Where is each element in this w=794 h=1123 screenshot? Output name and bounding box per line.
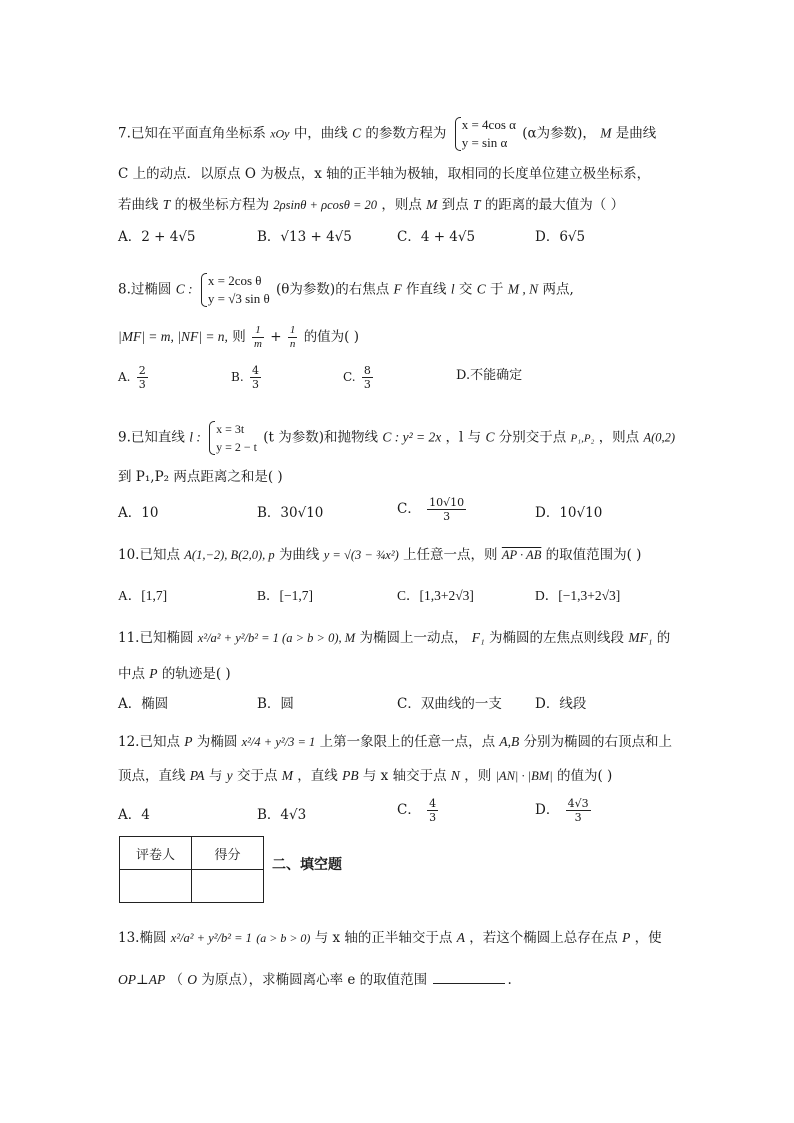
q12-point-n: N (450, 768, 460, 783)
q12-point-m: M (281, 768, 293, 783)
q8-text: 两点, (542, 281, 574, 298)
q12-option-c (397, 797, 440, 824)
q9-text: 9.已知直线 (118, 429, 185, 446)
q13-ellipse-eq: x²/a² + y²/b² = 1 (170, 931, 252, 945)
numerator: 1 (252, 324, 264, 338)
numerator: 2 (138, 364, 146, 377)
q7-param-system (453, 116, 516, 152)
q7-text: ，则点 (381, 197, 422, 213)
q12-line1 (118, 732, 672, 752)
q10-option-d: D．[−1,3+2√3] (535, 588, 621, 603)
score-cell (192, 870, 264, 903)
q9-line1 (118, 420, 675, 456)
q10-line1 (118, 545, 641, 565)
q9-point-a: A(0,2) (643, 430, 676, 445)
q10-dot-product: AP · AB (501, 548, 542, 562)
q12-y-axis: y (226, 768, 233, 783)
q11-option-d: D．线段 (535, 696, 587, 712)
q7-option-c: C．4 + 4√5 (397, 229, 476, 245)
q13-text: . (507, 972, 512, 988)
q11-text: 为椭圆的左焦点则线段 (489, 630, 625, 646)
q11-text: 的 (656, 630, 671, 646)
numerator: 4 (429, 797, 437, 810)
q10-points: A(1,−2), B(2,0), p (184, 548, 275, 562)
q7-curve-t: T (162, 197, 171, 212)
option-label: A. (118, 370, 131, 384)
option-fraction (137, 364, 148, 391)
q13-line1 (118, 928, 662, 948)
q7-text: 是曲线 (615, 125, 657, 142)
q7-option-d: D．6√5 (535, 229, 586, 245)
numerator: 1 (289, 324, 296, 336)
q12-product: |AN| · |BM| (495, 769, 553, 783)
q12-text: 顶点，直线 (118, 768, 186, 784)
option-label: B. (231, 370, 244, 384)
grader-header: 评卷人 (120, 837, 192, 870)
q11-point-p: P (149, 666, 158, 681)
answer-blank[interactable] (433, 983, 505, 984)
q7-line3 (118, 195, 624, 215)
q8-text: 8.过椭圆 (118, 281, 172, 298)
option-label: C． (397, 501, 421, 517)
numerator: 4√3 (567, 797, 589, 810)
q13-text: ，若这个椭圆上总存在点 (469, 930, 618, 946)
denominator: n (289, 338, 296, 350)
q9-text: ，则点 (598, 429, 640, 446)
denominator: 3 (429, 811, 437, 824)
q8-given: |MF| = m, |NF| = n, (118, 329, 228, 344)
q12-option-b: B．4√3 (257, 807, 307, 823)
q7-text: (α为参数)， (522, 125, 596, 142)
q8-option-c (343, 364, 375, 391)
q7-curve-t: T (473, 197, 481, 212)
q8-param-system (199, 272, 270, 308)
q13-text: 与 x 轴的正半轴交于点 (314, 930, 453, 946)
q11-ellipse-eq: x²/a² + y²/b² = 1 (a > b > 0), M (197, 631, 356, 645)
q8-ellipse-c: C : (175, 281, 193, 297)
q10-text: 10.已知点 (118, 547, 180, 563)
q8-line1 (118, 272, 574, 308)
q11-segment: MF₁ (628, 630, 653, 645)
q8-points-mn: M , N (507, 281, 539, 297)
q12-text: 与 (208, 768, 223, 784)
q12-points-ab: A,B (499, 734, 520, 749)
grader-cell (120, 870, 192, 903)
q12-point-p: P (184, 734, 193, 749)
q8-fraction-1-m (252, 324, 264, 351)
q12-line2 (118, 766, 612, 786)
q9-text: (t 为参数)和抛物线 (263, 429, 379, 446)
q13-condition: (a > b > 0) (256, 931, 311, 945)
q8-text: 的值为( ) (303, 329, 360, 345)
option-label: C. (343, 370, 356, 384)
q7-curve-c: C (352, 125, 362, 141)
q7-eq-y: y = sin α (461, 135, 508, 150)
q7-eq-x: x = 4cos α (461, 117, 516, 132)
q12-text: ，直线 (297, 768, 338, 784)
q7-line1 (118, 116, 656, 152)
q11-focus: F₁ (471, 630, 485, 645)
q12-text: 分别为椭圆的右顶点和上 (523, 734, 673, 750)
q8-option-b (231, 364, 263, 391)
q12-ellipse-eq: x²/4 + y²/3 = 1 (241, 735, 316, 749)
option-fraction (250, 364, 261, 391)
q8-text: 则 (232, 329, 246, 345)
numerator: 8 (363, 364, 371, 377)
denominator: 3 (574, 811, 582, 824)
denominator: 3 (138, 378, 146, 391)
score-table (119, 836, 264, 903)
denominator: 3 (443, 510, 451, 523)
q12-option-a: A．4 (118, 807, 150, 823)
q11-line2 (118, 664, 231, 684)
q12-text: 与 x 轴交于点 (362, 768, 447, 784)
q10-text: 上任意一点，则 (403, 547, 498, 563)
q10-option-a: A．[1,7] (118, 588, 168, 603)
q13-text: ，使 (634, 930, 662, 946)
q7-text: 7.已知在平面直角坐标系 (118, 125, 266, 142)
q10-option-b: B．[−1,7] (257, 588, 313, 603)
q8-fraction-1-n (288, 324, 298, 351)
q9-text: 分别交于点 (498, 429, 567, 446)
q7-text: 到点 (441, 197, 469, 213)
q12-option-d (535, 797, 593, 824)
q7-option-b: B．√13 + 4√5 (257, 229, 352, 245)
q7-text: 若曲线 (118, 197, 159, 213)
q13-text: （ (169, 972, 183, 988)
q7-text: 的参数方程为 (365, 125, 447, 142)
q10-curve: y = √(3 − ¾x²) (323, 548, 399, 562)
q7-line2: C 上的动点．以原点 O 为极点，x 轴的正半轴为极轴，取相同的长度单位建立极坐标系， (118, 166, 651, 182)
q13-text: 为原点），求椭圆离心率 e 的取值范围 (201, 972, 428, 988)
q8-ellipse-c: C (476, 281, 486, 297)
q7-text: 的距离的最大值为（ ） (484, 197, 625, 213)
q7-xoy: xOy (270, 126, 290, 141)
option-fraction (566, 797, 591, 824)
q9-option-b: B．30√10 (257, 505, 324, 521)
q10-text: 为曲线 (278, 547, 320, 563)
q12-text: 上第一象限上的任意一点，点 (319, 734, 496, 750)
section-title: 二、填空题 (272, 857, 342, 873)
q13-perpendicular: OP⊥AP (118, 972, 166, 987)
q9-curve-c: C (485, 429, 495, 445)
q11-text: 为椭圆上一动点， (359, 630, 468, 646)
q8-option-a (118, 364, 150, 391)
q7-text: 中，曲线 (293, 125, 348, 142)
q12-line-pa: PA (189, 768, 205, 783)
q9-option-c (397, 496, 468, 523)
denominator: 3 (251, 378, 259, 391)
q7-option-a: A．2 + 4√5 (118, 229, 196, 245)
q9-text: ，l 与 (445, 429, 482, 446)
q12-line-pb: PB (342, 768, 359, 783)
q13-line2 (118, 970, 512, 990)
q8-line-l: l (450, 281, 455, 297)
q8-text: (θ为参数)的右焦点 (276, 281, 390, 298)
q11-line1 (118, 628, 670, 648)
q12-text: 12.已知点 (118, 734, 180, 750)
q8-eq-x: x = 2cos θ (207, 273, 262, 288)
q9-param-system (207, 420, 257, 456)
q9-eq-x: x = 3t (216, 422, 245, 436)
q8-option-d: D.不能确定 (456, 368, 523, 383)
q7-point-m: M (600, 125, 612, 141)
q11-text: 11.已知椭圆 (118, 630, 194, 646)
option-fraction (362, 364, 373, 391)
q9-eq-y: y = 2 − t (216, 440, 257, 454)
denominator: 3 (363, 378, 371, 391)
q8-text: 于 (490, 281, 504, 298)
q8-focus-f: F (393, 281, 402, 297)
q8-line2 (118, 324, 359, 351)
q9-option-d: D．10√10 (535, 505, 603, 521)
q12-text: 的值为( ) (556, 768, 613, 784)
denominator: m (254, 338, 262, 350)
q9-option-a: A．10 (118, 505, 159, 521)
q13-text: 13.椭圆 (118, 930, 167, 946)
q13-origin: O (187, 972, 198, 987)
q11-option-c: C．双曲线的一支 (397, 696, 502, 712)
q8-text: 交 (458, 281, 473, 298)
q12-text: 为椭圆 (196, 734, 238, 750)
q10-text: 的取值范围为( ) (545, 547, 642, 563)
option-fraction (427, 797, 438, 824)
option-label: C． (397, 802, 421, 818)
q13-point-p: P (622, 930, 631, 945)
q11-text: 中点 (118, 666, 145, 682)
option-label: D． (535, 802, 560, 818)
q11-option-a: A．椭圆 (118, 696, 169, 712)
option-fraction (427, 496, 466, 523)
q9-line2: 到 P₁,P₂ 两点距离之和是( ) (118, 469, 283, 485)
numerator: 4 (251, 364, 259, 377)
numerator: 10√10 (429, 496, 465, 509)
q7-polar-eq: 2ρsinθ + ρcosθ = 20 (273, 198, 378, 212)
q9-line-l: l : (189, 429, 201, 445)
q7-text: 的极坐标方程为 (174, 197, 270, 213)
q10-option-c: C．[1,3+2√3] (397, 588, 474, 603)
q12-text: 交于点 (236, 768, 278, 784)
q11-text: 的轨迹是( ) (161, 666, 231, 682)
q11-option-b: B．圆 (257, 696, 294, 712)
score-header: 得分 (192, 837, 264, 870)
q8-text: 作直线 (406, 281, 447, 298)
q9-points-p: P₁,P₂ (570, 432, 595, 445)
q7-point-m: M (426, 197, 438, 212)
q12-text: ，则 (464, 768, 492, 784)
q13-point-a: A (456, 930, 465, 945)
q8-eq-y: y = √3 sin θ (207, 291, 270, 306)
q9-parabola: C : y² = 2x (382, 429, 442, 445)
plus-sign: + (270, 329, 282, 345)
